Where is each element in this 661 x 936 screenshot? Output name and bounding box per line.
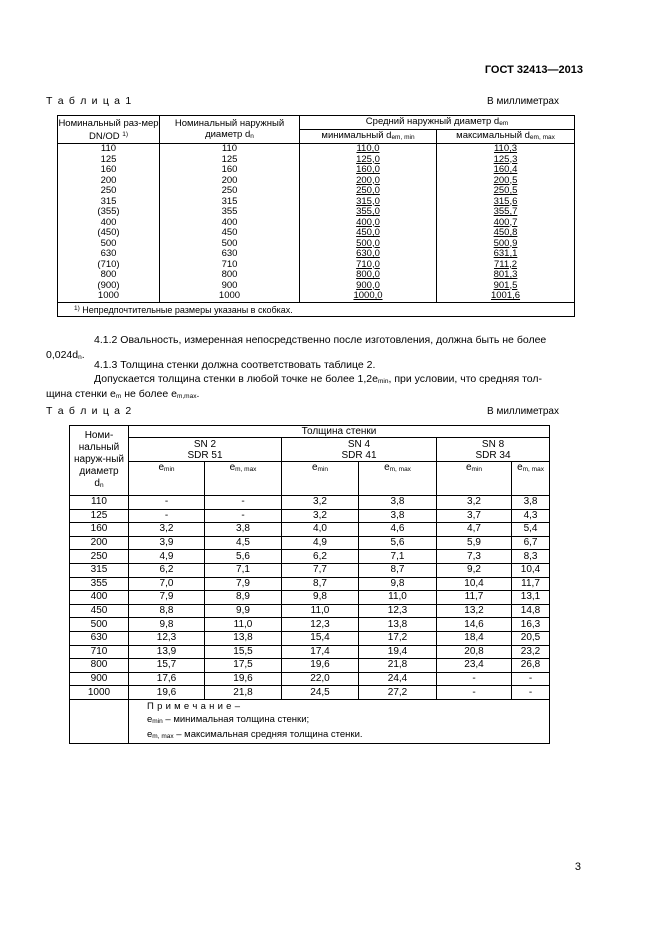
table-row bbox=[70, 604, 550, 618]
table-cell: 315,6 bbox=[437, 197, 575, 208]
table-cell: 4,9 bbox=[129, 550, 205, 564]
table-cell: 22,0 bbox=[282, 672, 359, 686]
table-cell: 400,7 bbox=[437, 218, 575, 229]
table-row bbox=[58, 228, 575, 239]
table-cell: 500,0 bbox=[300, 239, 437, 250]
para-ovality: 4.1.2 Овальность, измеренная непосредственно после изготовления, должна быть не более bbox=[94, 334, 547, 346]
t2-body bbox=[70, 496, 550, 700]
table-cell: 3,2 bbox=[437, 496, 512, 510]
table-cell: 12,3 bbox=[282, 618, 359, 632]
table-cell: 900 bbox=[160, 281, 300, 292]
table-cell: 1000,0 bbox=[300, 291, 437, 302]
table-cell: 8,8 bbox=[129, 604, 205, 618]
table-cell: 500 bbox=[70, 618, 129, 632]
table-cell: 710 bbox=[70, 645, 129, 659]
table-cell: 900 bbox=[70, 672, 129, 686]
t2-header-emin: emin bbox=[129, 462, 205, 496]
table2-units: В миллиметрах bbox=[487, 406, 559, 417]
table-cell: 355 bbox=[70, 577, 129, 591]
t1-header-mean-diameter: Средний наружный диаметр dem bbox=[300, 116, 575, 130]
t1-body bbox=[58, 144, 575, 303]
table-cell: 3,2 bbox=[282, 496, 359, 510]
table-cell: 3,9 bbox=[129, 536, 205, 550]
table-cell: 9,9 bbox=[205, 604, 282, 618]
table-cell: - bbox=[512, 686, 550, 700]
table-cell: 1001,6 bbox=[437, 291, 575, 302]
table-row bbox=[58, 249, 575, 260]
t1-header-max: максимальный dem, max bbox=[437, 130, 575, 144]
table-cell: 21,8 bbox=[359, 659, 437, 673]
table1-units: В миллиметрах bbox=[487, 96, 559, 107]
table-cell: 12,3 bbox=[129, 631, 205, 645]
table-cell: 710,0 bbox=[300, 260, 437, 271]
table-cell: 23,2 bbox=[512, 645, 550, 659]
table-cell: 250 bbox=[58, 186, 160, 197]
t1-header-min: минимальный dem, min bbox=[300, 130, 437, 144]
table-cell: 1000 bbox=[70, 686, 129, 700]
table-cell: 110,0 bbox=[300, 144, 437, 155]
table-cell: 11,7 bbox=[437, 591, 512, 605]
table-cell: - bbox=[512, 672, 550, 686]
table-cell: 400,0 bbox=[300, 218, 437, 229]
table-cell: - bbox=[205, 496, 282, 510]
table-cell: 450,0 bbox=[300, 228, 437, 239]
table-cell: 10,4 bbox=[437, 577, 512, 591]
table-cell: 125,3 bbox=[437, 155, 575, 166]
table-cell: 110,3 bbox=[437, 144, 575, 155]
table-cell: 6,7 bbox=[512, 536, 550, 550]
table-cell: 8,3 bbox=[512, 550, 550, 564]
table-cell: 23,4 bbox=[437, 659, 512, 673]
table-cell: - bbox=[437, 686, 512, 700]
table-cell: 160 bbox=[70, 523, 129, 537]
table-row bbox=[70, 536, 550, 550]
table-cell: 250 bbox=[160, 186, 300, 197]
table-row bbox=[70, 672, 550, 686]
table-cell: (450) bbox=[58, 228, 160, 239]
table-cell: 20,5 bbox=[512, 631, 550, 645]
table-cell: 16,3 bbox=[512, 618, 550, 632]
table-cell: 11,7 bbox=[512, 577, 550, 591]
t2-header-group-sn2: SN 2 SDR 51 bbox=[129, 438, 282, 462]
t2-header-emin: emin bbox=[437, 462, 512, 496]
table-cell: 200 bbox=[58, 176, 160, 187]
table-cell: 800 bbox=[160, 270, 300, 281]
table-cell: 450 bbox=[160, 228, 300, 239]
table-row bbox=[70, 577, 550, 591]
table-cell: 400 bbox=[58, 218, 160, 229]
table1 bbox=[57, 115, 575, 317]
table-cell: 500,9 bbox=[437, 239, 575, 250]
table-cell: 9,8 bbox=[129, 618, 205, 632]
table-cell: 20,8 bbox=[437, 645, 512, 659]
table-cell: 125 bbox=[160, 155, 300, 166]
table-row bbox=[58, 197, 575, 208]
t2-subheader-row bbox=[70, 462, 550, 496]
table-cell: 3,8 bbox=[359, 509, 437, 523]
table-cell: 19,6 bbox=[205, 672, 282, 686]
table-cell: 27,2 bbox=[359, 686, 437, 700]
table-cell: 315 bbox=[160, 197, 300, 208]
table-cell: 18,4 bbox=[437, 631, 512, 645]
table-cell: 1000 bbox=[58, 291, 160, 302]
table-cell: 500 bbox=[160, 239, 300, 250]
table-cell: 19,4 bbox=[359, 645, 437, 659]
table-cell: 11,0 bbox=[359, 591, 437, 605]
table-row bbox=[70, 686, 550, 700]
table-cell: 630 bbox=[160, 249, 300, 260]
table-cell: 24,5 bbox=[282, 686, 359, 700]
table-row bbox=[70, 563, 550, 577]
table-cell: 315 bbox=[58, 197, 160, 208]
t1-footnote: $^{1)}$ Непредпочтительные размеры указаны в скобках. bbox=[58, 302, 575, 316]
table-cell: 250,5 bbox=[437, 186, 575, 197]
table-cell: 801,3 bbox=[437, 270, 575, 281]
table-cell: 315,0 bbox=[300, 197, 437, 208]
table-cell: 14,6 bbox=[437, 618, 512, 632]
table-cell: 8,9 bbox=[205, 591, 282, 605]
table-cell: 110 bbox=[58, 144, 160, 155]
table-cell: 7,1 bbox=[205, 563, 282, 577]
table-cell: 13,8 bbox=[205, 631, 282, 645]
table-cell: 13,9 bbox=[129, 645, 205, 659]
table-cell: 4,0 bbox=[282, 523, 359, 537]
table-cell: 125 bbox=[58, 155, 160, 166]
table2 bbox=[69, 425, 550, 744]
table1-caption: Т а б л и ц а 1 bbox=[46, 95, 133, 107]
table-row bbox=[58, 155, 575, 166]
table-cell: 7,0 bbox=[129, 577, 205, 591]
table-row bbox=[58, 270, 575, 281]
table-cell: 4,6 bbox=[359, 523, 437, 537]
t2-note: П р и м е ч а н и е – emin – минимальная толщина стенки; em, max – максимальная средняя толщина стенки. bbox=[129, 699, 550, 743]
table-cell: 13,2 bbox=[437, 604, 512, 618]
table-cell: 315 bbox=[70, 563, 129, 577]
table-cell: 250 bbox=[70, 550, 129, 564]
table-cell: 7,9 bbox=[129, 591, 205, 605]
table-cell: 3,2 bbox=[282, 509, 359, 523]
t2-header-emin: emin bbox=[282, 462, 359, 496]
table-cell: 7,1 bbox=[359, 550, 437, 564]
table-cell: 7,3 bbox=[437, 550, 512, 564]
table-cell: 450 bbox=[70, 604, 129, 618]
table-cell: 200 bbox=[70, 536, 129, 550]
table-cell: 14,8 bbox=[512, 604, 550, 618]
table-row bbox=[70, 659, 550, 673]
table-cell: 9,2 bbox=[437, 563, 512, 577]
table-cell: 160,0 bbox=[300, 165, 437, 176]
table-cell: 800,0 bbox=[300, 270, 437, 281]
table-cell: 160,4 bbox=[437, 165, 575, 176]
table-cell: 901,5 bbox=[437, 281, 575, 292]
table-cell: 15,4 bbox=[282, 631, 359, 645]
table-cell: - bbox=[205, 509, 282, 523]
table-cell: 5,6 bbox=[359, 536, 437, 550]
table-cell: 630 bbox=[70, 631, 129, 645]
table-cell: - bbox=[129, 496, 205, 510]
t2-header-group-sn4: SN 4 SDR 41 bbox=[282, 438, 437, 462]
table-cell: 3,8 bbox=[359, 496, 437, 510]
table-cell: 355 bbox=[160, 207, 300, 218]
para-ovality-value: 0,024dn. bbox=[46, 349, 85, 361]
table-cell: 7,7 bbox=[282, 563, 359, 577]
table-cell: 5,6 bbox=[205, 550, 282, 564]
table-cell: 19,6 bbox=[282, 659, 359, 673]
t1-header-nominal-size: Номинальный раз-мер DN/OD $^{1)}$ bbox=[58, 117, 159, 142]
table-cell: 630 bbox=[58, 249, 160, 260]
table-cell: 355,0 bbox=[300, 207, 437, 218]
table-cell: 630,0 bbox=[300, 249, 437, 260]
table-cell: 17,6 bbox=[129, 672, 205, 686]
table-cell: 110 bbox=[160, 144, 300, 155]
t2-header-group-sn8: SN 8 SDR 34 bbox=[437, 438, 550, 462]
table-cell: 400 bbox=[70, 591, 129, 605]
table-row bbox=[70, 509, 550, 523]
table-cell: 24,4 bbox=[359, 672, 437, 686]
table-cell: 9,8 bbox=[282, 591, 359, 605]
table-row bbox=[58, 165, 575, 176]
table-cell: (355) bbox=[58, 207, 160, 218]
table-cell: 4,9 bbox=[282, 536, 359, 550]
table-cell: 19,6 bbox=[129, 686, 205, 700]
table-cell: 1000 bbox=[160, 291, 300, 302]
table-row bbox=[58, 144, 575, 155]
table-cell: (710) bbox=[58, 260, 160, 271]
table-cell: 900,0 bbox=[300, 281, 437, 292]
table-cell: 3,8 bbox=[205, 523, 282, 537]
para-wall-thickness: 4.1.3 Толщина стенки должна соответствовать таблице 2. bbox=[94, 359, 376, 371]
table-row bbox=[58, 207, 575, 218]
table-cell: 125,0 bbox=[300, 155, 437, 166]
t2-header-emax: em, max bbox=[512, 462, 550, 496]
table-cell: 6,2 bbox=[282, 550, 359, 564]
table-cell: 26,8 bbox=[512, 659, 550, 673]
table-cell: 9,8 bbox=[359, 577, 437, 591]
t2-header-nominal-diameter: Номи-нальный наруж-ный диаметр dn bbox=[70, 426, 129, 496]
table-cell: 355,7 bbox=[437, 207, 575, 218]
table-cell: - bbox=[437, 672, 512, 686]
table-cell: (900) bbox=[58, 281, 160, 292]
document-id: ГОСТ 32413—2013 bbox=[484, 64, 583, 76]
table-cell: 4,7 bbox=[437, 523, 512, 537]
table-cell: 15,5 bbox=[205, 645, 282, 659]
table-cell: 250,0 bbox=[300, 186, 437, 197]
table-cell: 110 bbox=[70, 496, 129, 510]
table-row bbox=[58, 218, 575, 229]
table-cell: 4,5 bbox=[205, 536, 282, 550]
table-cell: 13,1 bbox=[512, 591, 550, 605]
table-cell: 160 bbox=[160, 165, 300, 176]
table-cell: 711,2 bbox=[437, 260, 575, 271]
table-row bbox=[58, 281, 575, 292]
table-cell: 200,5 bbox=[437, 176, 575, 187]
table-cell: - bbox=[129, 509, 205, 523]
table-cell: 17,4 bbox=[282, 645, 359, 659]
table-cell: 17,5 bbox=[205, 659, 282, 673]
table-row bbox=[70, 523, 550, 537]
page-number: 3 bbox=[574, 861, 581, 873]
table-cell: 10,4 bbox=[512, 563, 550, 577]
table-cell: 160 bbox=[58, 165, 160, 176]
table-cell: 710 bbox=[160, 260, 300, 271]
table-cell: 125 bbox=[70, 509, 129, 523]
table-cell: 4,3 bbox=[512, 509, 550, 523]
table-cell: 800 bbox=[70, 659, 129, 673]
table-cell: 200,0 bbox=[300, 176, 437, 187]
t2-header-emax: em, max bbox=[205, 462, 282, 496]
table-cell: 21,8 bbox=[205, 686, 282, 700]
table-row bbox=[58, 291, 575, 302]
table-cell: 800 bbox=[58, 270, 160, 281]
t2-header-wall-thickness: Толщина стенки bbox=[129, 426, 550, 438]
table-row bbox=[70, 550, 550, 564]
t1-header-nominal-diameter: Номинальный наружный диаметр dn bbox=[160, 116, 300, 144]
table-cell: 11,0 bbox=[282, 604, 359, 618]
table-cell: 5,9 bbox=[437, 536, 512, 550]
table-cell: 500 bbox=[58, 239, 160, 250]
table-cell: 17,2 bbox=[359, 631, 437, 645]
table-row bbox=[58, 186, 575, 197]
table-cell: 7,9 bbox=[205, 577, 282, 591]
table-row bbox=[70, 496, 550, 510]
table-row bbox=[58, 260, 575, 271]
table-cell: 631,1 bbox=[437, 249, 575, 260]
table-cell: 8,7 bbox=[359, 563, 437, 577]
table-cell: 8,7 bbox=[282, 577, 359, 591]
table-cell: 200 bbox=[160, 176, 300, 187]
para-allowance-1: Допускается толщина стенки в любой точке не более 1,2emin, при условии, что средняя тол- bbox=[94, 373, 542, 385]
table-cell: 3,8 bbox=[512, 496, 550, 510]
table2-caption: Т а б л и ц а 2 bbox=[46, 405, 133, 417]
table-row bbox=[58, 176, 575, 187]
table-row bbox=[70, 631, 550, 645]
table-cell: 6,2 bbox=[129, 563, 205, 577]
table-cell: 11,0 bbox=[205, 618, 282, 632]
table-row bbox=[70, 618, 550, 632]
t2-header-emax: em, max bbox=[359, 462, 437, 496]
table-cell: 3,2 bbox=[129, 523, 205, 537]
table-cell: 450,8 bbox=[437, 228, 575, 239]
table-cell: 400 bbox=[160, 218, 300, 229]
table-cell: 13,8 bbox=[359, 618, 437, 632]
para-allowance-2: щина стенки em не более em,max. bbox=[46, 388, 200, 400]
table-row bbox=[70, 591, 550, 605]
table-cell: 5,4 bbox=[512, 523, 550, 537]
table-cell: 15,7 bbox=[129, 659, 205, 673]
table-row bbox=[58, 239, 575, 250]
table-row bbox=[70, 645, 550, 659]
table-cell: 12,3 bbox=[359, 604, 437, 618]
table-cell: 3,7 bbox=[437, 509, 512, 523]
